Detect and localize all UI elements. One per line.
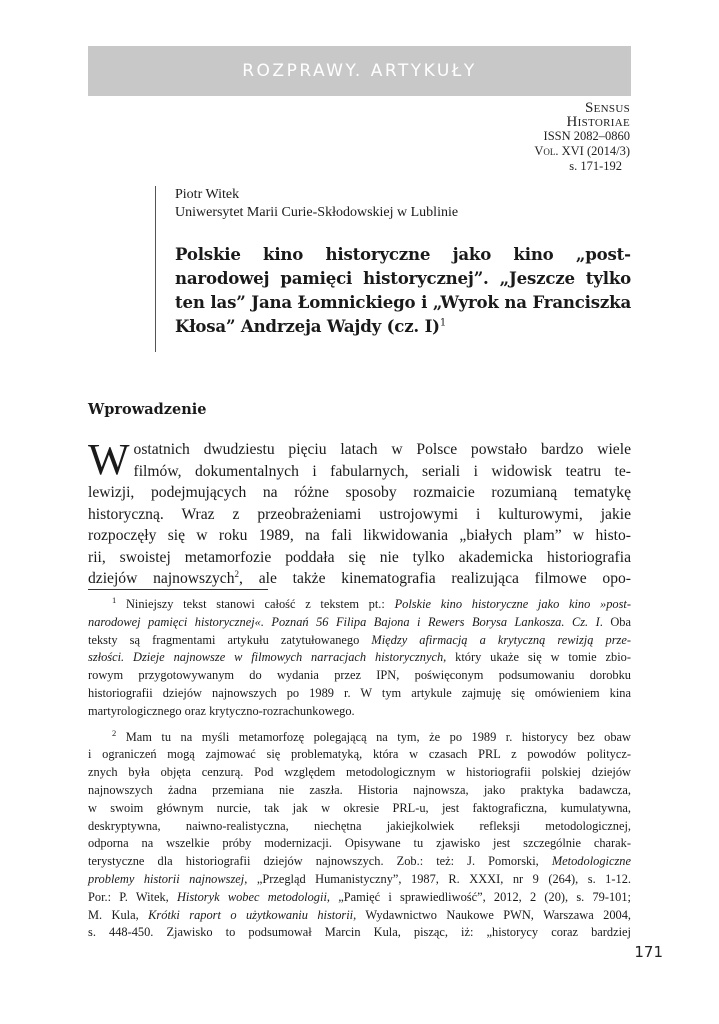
article-title: [175, 242, 631, 338]
footnote-line: [88, 649, 631, 667]
body-paragraph: [88, 435, 631, 590]
journal-name-2: Historiae: [566, 114, 630, 130]
footnote-line: najnowszych żadna przemiana nie zaszła. Historia najnowsza, jako praktyka badawcza,: [88, 782, 631, 797]
author-block: [155, 186, 631, 352]
body-line: [88, 568, 631, 590]
footnote-italic: Metodologiczne: [551, 854, 631, 869]
journal-pages: s. 171-192: [569, 159, 622, 173]
journal-name-1: Sensus: [585, 100, 630, 116]
footnote-separator: [88, 589, 268, 590]
footnote-line: [88, 871, 631, 889]
body-line: historyczną. Wraz z przeobrażeniami ustrojowymi i kulturowymi, jakie: [88, 505, 631, 523]
footnote-line: [88, 853, 631, 871]
footnote-line: s. 448-450. Zjawisko to podsumował Marcin Kula, pisząc, iż: „historycy coraz bardziej: [88, 925, 631, 940]
footnote-italic: szłości. Dzieje najnowsze w filmowych narracjach historycznych: [88, 650, 444, 665]
footnote-italic: problemy historii najnowszej: [88, 871, 245, 886]
footnote-line: [88, 614, 631, 632]
footnote-text: teksty są fragmentami artykułu zatytułowanego: [88, 632, 372, 647]
footnote-number: 2: [112, 727, 117, 738]
section-title: ROZPRAWY. ARTYKUŁY: [242, 61, 477, 81]
section-heading: Wprowadzenie: [88, 401, 207, 418]
footnote-number: 1: [112, 594, 117, 605]
footnote-text: , który ukaże się w tomie zbio-: [443, 650, 631, 665]
body-line: rii, swoistej metamorfozie poddała się nie tylko akademicka historiografia: [88, 548, 631, 566]
footnote-text: Niniejszy tekst stanowi całość z tekstem pt.:: [125, 597, 395, 611]
footnote-italic: Historyk wobec metodologii: [176, 889, 327, 904]
page-number: 171: [634, 943, 663, 961]
footnote-line: deskryptywna, naiwno-realistyczna, niechętna jakiejkolwiek refleksji metodologicznej,: [88, 818, 631, 833]
footnote-line: odporna na wszelkie próby modernizacji. Opisywane tu zjawisko jest szczególnie charak-: [88, 836, 631, 851]
footnote-text: , Wydawnictwo Naukowe PWN, Warszawa 2004,: [353, 907, 631, 922]
footnote-italic: Między afirmacją a krytyczną rewizją prze-: [371, 632, 631, 647]
journal-issn: ISSN 2082–0860: [543, 129, 630, 143]
footnote-text: , „Przegląd Humanistyczny”, 1987, R. XXXI, nr 9 (264), s. 1-12.: [244, 871, 631, 886]
footnote-text: terystyczne dla historiografii dziejów najnowszych. Zob.: też: J. Pomorski,: [88, 854, 552, 869]
drop-cap: W: [88, 435, 130, 484]
footnotes: [88, 596, 631, 942]
footnote-line: [88, 632, 631, 650]
article-title-text: Polskie kino historyczne jako kino „postnarodowej pamięci historycznej”. „Jeszcze tylko ten las” Jana Łomnickiego i „Wyrok na Franciszka Kłosa” Andrzeja Wajdy (cz. I): [175, 244, 631, 336]
footnote-line: w swoim głównym nurcie, tak jak w okresie PRL-u, jest faktograficzna, kumulatywna,: [88, 800, 631, 815]
footnote-line: [88, 907, 631, 925]
footnote-line: historiografii dziejów najnowszych po 1989 r. W tym artykule zajmuję się omówieniem kina: [88, 685, 631, 700]
footnote-line: martyrologicznego oraz krytyczno-rozrachunkowego.: [88, 703, 355, 718]
footnote-text: M. Kula,: [88, 907, 149, 922]
footnote-line: rowym przygotowywanym do wydania przez IPN, poświęconym podsumowaniu dorobku: [88, 668, 631, 683]
footnote-text: Mam tu na myśli metamorfozę polegającą na tym, że po 1989 r. historycy bez obaw: [125, 729, 631, 744]
footnote-line: znych była objęta cenzurą. Pod względem metodologicznym w historiografii polskiej dziejów: [88, 765, 631, 780]
footnote-text: , „Pamięć i sprawiedliwość”, 2012, 2 (20), s. 79-101;: [326, 889, 631, 904]
footnote-marker-2[interactable]: 2: [234, 568, 240, 579]
body-line: lewizji, podejmujących na różne sposoby rozmaicie rozumianą tematykę: [88, 484, 631, 501]
body-line-text: , ale także kinematografia realizująca filmowe opo-: [239, 570, 631, 587]
footnote-text: . Oba: [599, 614, 632, 629]
footnote-italic: Krótki raport o użytkowaniu historii: [148, 907, 354, 922]
journal-volume: Vol. XVI (2014/3): [534, 144, 630, 158]
body-line-text: dziejów najnowszych: [88, 570, 235, 587]
body-line: rozpoczęły się w roku 1989, na fali likwidowania „białych plam” w histo-: [88, 527, 631, 544]
footnote-text: Por.: P. Witek,: [88, 889, 177, 904]
author-affiliation: Uniwersytet Marii Curie-Skłodowskiej w Lublinie: [175, 205, 459, 220]
section-banner: [88, 46, 631, 96]
footnote-line: [88, 596, 631, 614]
footnote-italic: narodowej pamięci historycznej«. Poznań 56 Filipa Bajona i Rewers Borysa Lankosza. Cz. I: [88, 614, 600, 629]
footnote-line: [88, 729, 631, 747]
body-line: filmów, dokumentalnych i fabularnych, seriali i widowisk teatru te-: [133, 462, 631, 480]
author-name: Piotr Witek: [175, 187, 240, 202]
body-line: ostatnich dwudziestu pięciu latach w Polsce powstało bardzo wiele: [133, 441, 631, 458]
footnote-italic: Polskie kino historyczne jako kino »post-: [394, 597, 631, 611]
footnote-line: i ograniczeń mogą zajmować się problematyką, która w czasach PRL z powodów politycz-: [88, 747, 631, 762]
journal-info: [430, 101, 630, 174]
footnote-line: [88, 889, 631, 907]
title-footnote-marker[interactable]: 1: [439, 317, 446, 329]
